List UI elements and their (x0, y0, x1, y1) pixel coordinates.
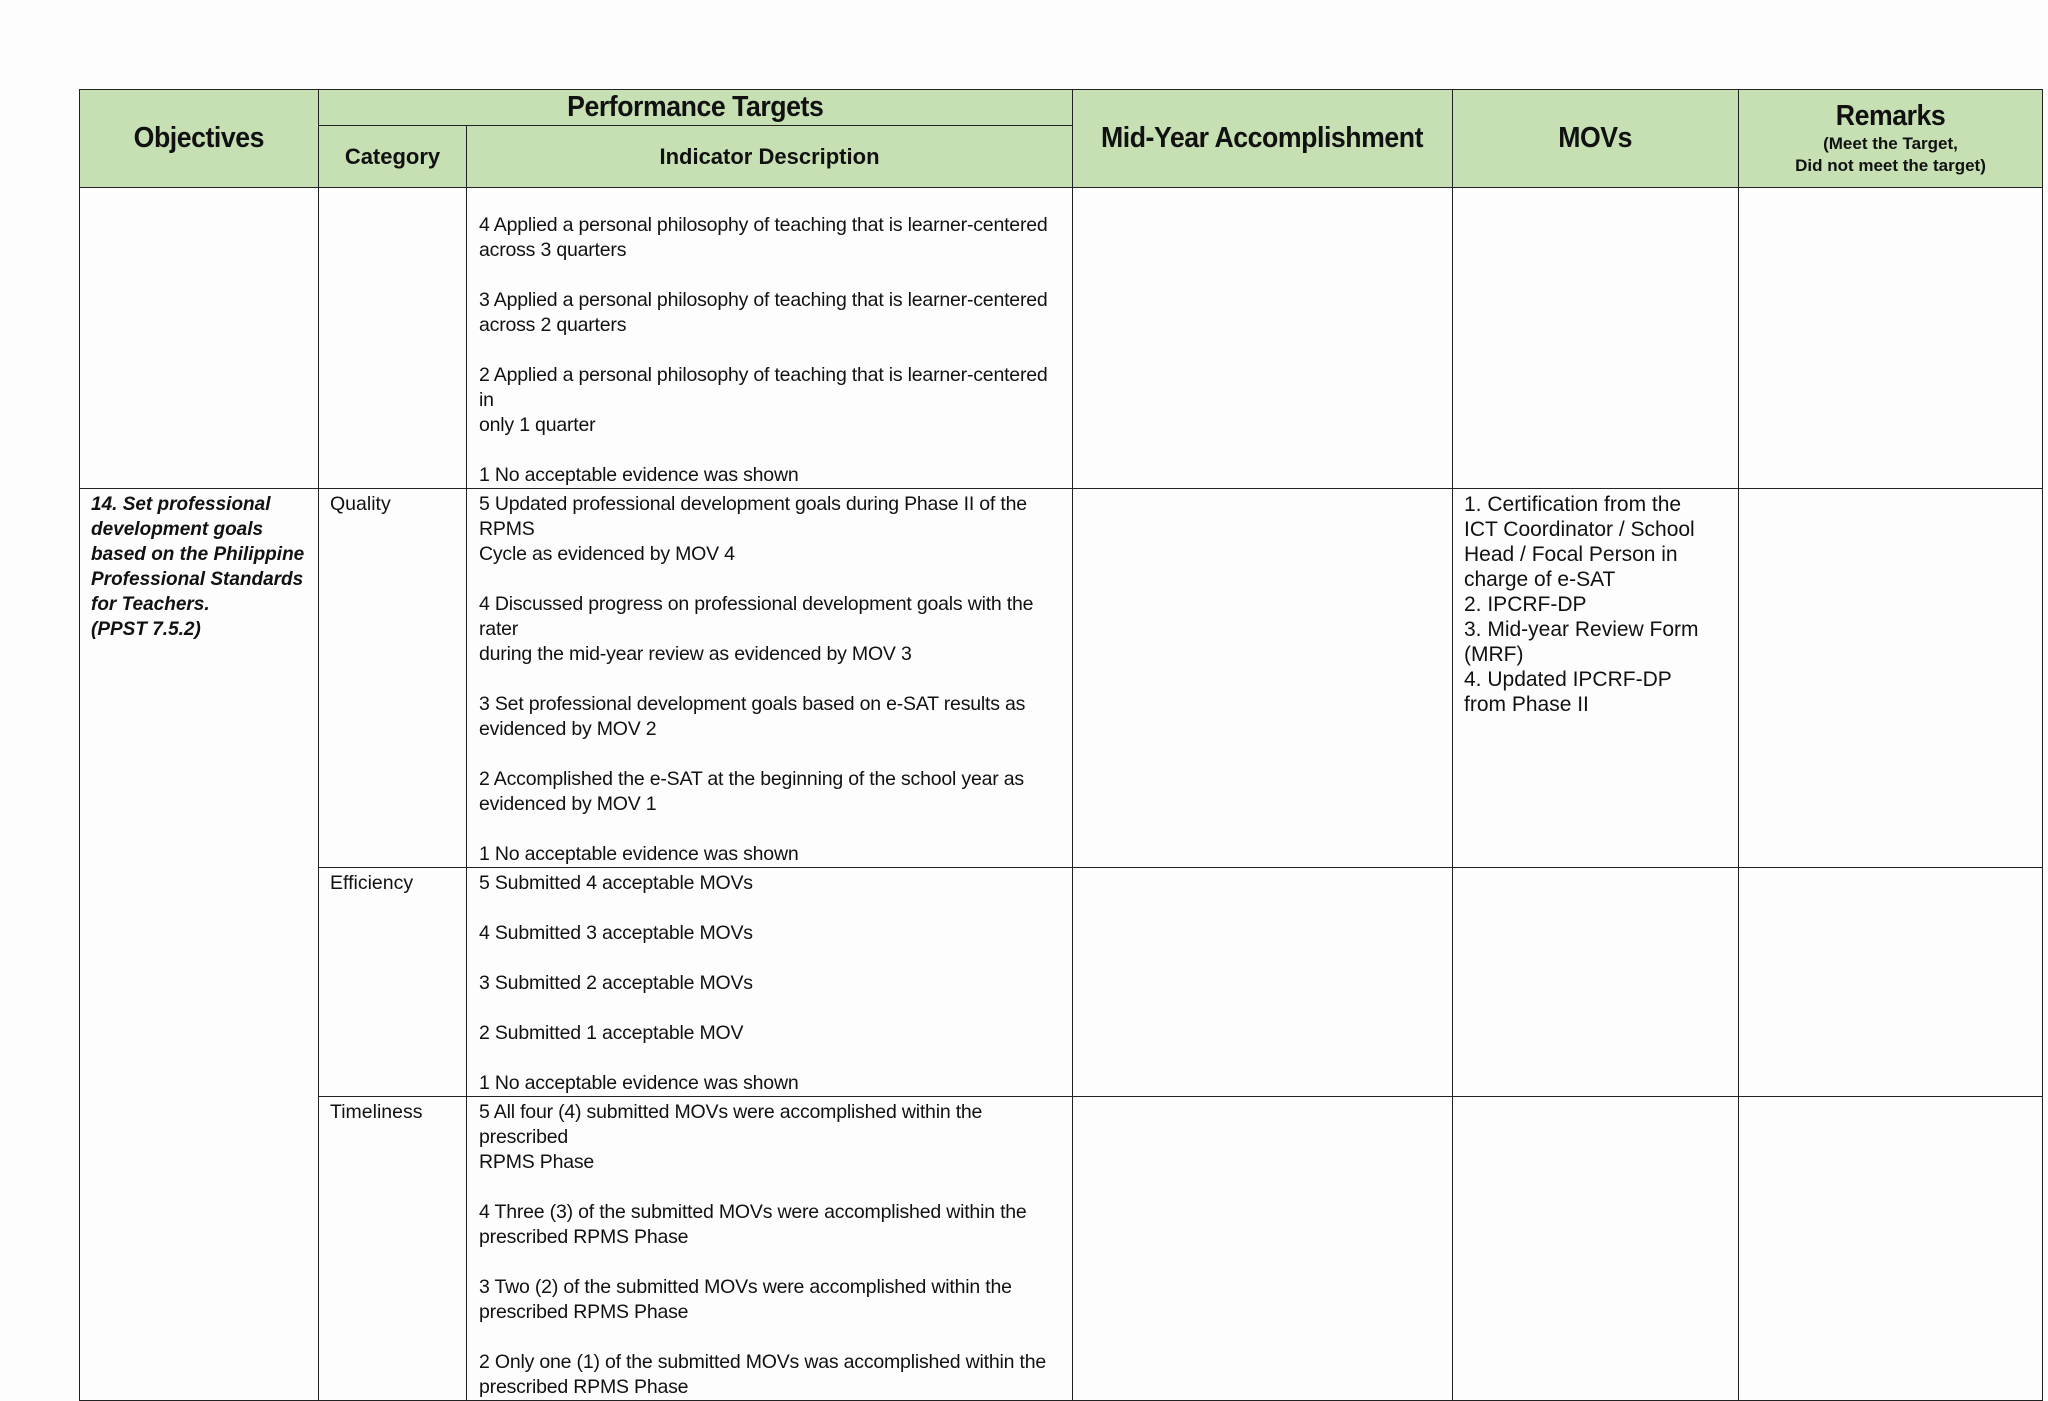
table-row (80, 489, 2043, 868)
indicator-line: 1 No acceptable evidence was shown (479, 464, 799, 486)
header-category: Category (319, 126, 467, 188)
text-line: ICT Coordinator / School (1464, 518, 1695, 541)
text-line: for Teachers. (91, 594, 210, 615)
indicator-line: across 2 quarters (479, 314, 627, 336)
objective-cell-continued (80, 188, 319, 489)
text-line: (PPST 7.5.2) (91, 619, 201, 640)
indicator-line: 4 Discussed progress on professional development goals with the rater (479, 593, 1034, 640)
text-line: 3. Mid-year Review Form (1464, 618, 1699, 641)
mid-year-cell (1073, 188, 1453, 489)
indicator-line: Cycle as evidenced by MOV 4 (479, 543, 735, 565)
indicator-line: prescribed RPMS Phase (479, 1226, 689, 1248)
rpms-table-sheet (79, 89, 2042, 1401)
table-row (80, 868, 2043, 1097)
indicator-line: 5 Updated professional development goals during Phase II of the RPMS (479, 493, 1027, 540)
indicator-line: 5 All four (4) submitted MOVs were accomplished within the prescribed (479, 1101, 983, 1148)
text-line: development goals (91, 519, 264, 540)
movs-cell (1453, 868, 1739, 1097)
indicator-cell (467, 868, 1073, 1097)
indicator-line: evidenced by MOV 1 (479, 793, 657, 815)
mid-year-cell (1073, 1097, 1453, 1401)
mid-year-cell (1073, 489, 1453, 868)
indicator-line: 2 Only one (1) of the submitted MOVs was accomplished within the (479, 1351, 1047, 1373)
header-indicator-description: Indicator Description (467, 126, 1073, 188)
category-cell-efficiency: Efficiency (319, 868, 467, 1097)
indicator-line: prescribed RPMS Phase (479, 1376, 689, 1398)
objective-14-cell (80, 489, 319, 1401)
text-line: (MRF) (1464, 643, 1524, 666)
remarks-cell (1739, 1097, 2043, 1401)
movs-cell (1453, 188, 1739, 489)
indicator-line: 4 Submitted 3 acceptable MOVs (479, 922, 753, 944)
indicator-line: 1 No acceptable evidence was shown (479, 1072, 799, 1094)
indicator-cell (467, 489, 1073, 868)
category-cell-quality: Quality (319, 489, 467, 868)
table-row (80, 1097, 2043, 1401)
indicator-line: 3 Set professional development goals based on e-SAT results as (479, 693, 1026, 715)
indicator-line: 2 Applied a personal philosophy of teaching that is learner-centered in (479, 364, 1048, 411)
text-line: 4. Updated IPCRF-DP (1464, 668, 1672, 691)
indicator-line: prescribed RPMS Phase (479, 1301, 689, 1323)
indicator-line: across 3 quarters (479, 239, 627, 261)
category-cell-timeliness: Timeliness (319, 1097, 467, 1401)
indicator-cell (467, 1097, 1073, 1401)
header-movs: MOVs (1453, 90, 1739, 188)
movs-cell (1453, 489, 1739, 868)
text-line: from Phase II (1464, 693, 1589, 716)
header-mid-year: Mid-Year Accomplishment (1073, 90, 1453, 188)
indicator-line: 3 Submitted 2 acceptable MOVs (479, 972, 753, 994)
header-objectives: Objectives (80, 90, 319, 188)
indicator-line: during the mid-year review as evidenced by MOV 3 (479, 643, 912, 665)
indicator-line: 3 Applied a personal philosophy of teaching that is learner-centered (479, 289, 1048, 311)
indicator-line: evidenced by MOV 2 (479, 718, 657, 740)
text-line: Head / Focal Person in (1464, 543, 1678, 566)
indicator-line: 2 Accomplished the e-SAT at the beginning of the school year as (479, 768, 1024, 790)
indicator-line: 5 Submitted 4 acceptable MOVs (479, 872, 753, 894)
header-remarks: Remarks (Meet the Target, Did not meet the target) (1739, 90, 2043, 188)
indicator-line: 3 Two (2) of the submitted MOVs were accomplished within the (479, 1276, 1012, 1298)
indicator-cell (467, 188, 1073, 489)
remarks-cell (1739, 868, 2043, 1097)
header-performance-targets: Performance Targets (319, 90, 1073, 126)
remarks-cell (1739, 489, 2043, 868)
text-line: charge of e-SAT (1464, 568, 1616, 591)
indicator-line: 2 Submitted 1 acceptable MOV (479, 1022, 744, 1044)
mid-year-cell (1073, 868, 1453, 1097)
movs-cell (1453, 1097, 1739, 1401)
indicator-line: 4 Applied a personal philosophy of teaching that is learner-centered (479, 214, 1048, 236)
text-line: Professional Standards (91, 569, 304, 590)
indicator-line: RPMS Phase (479, 1151, 595, 1173)
indicator-line: 1 No acceptable evidence was shown (479, 843, 799, 865)
indicator-line: only 1 quarter (479, 414, 596, 436)
text-line: 14. Set professional (91, 494, 271, 515)
rpms-table (79, 89, 2043, 1401)
text-line: 2. IPCRF-DP (1464, 593, 1587, 616)
remarks-cell (1739, 188, 2043, 489)
text-line: 1. Certification from the (1464, 493, 1682, 516)
table-row (80, 188, 2043, 489)
text-line: based on the Philippine (91, 544, 305, 565)
indicator-line: 4 Three (3) of the submitted MOVs were accomplished within the (479, 1201, 1027, 1223)
category-cell-continued (319, 188, 467, 489)
